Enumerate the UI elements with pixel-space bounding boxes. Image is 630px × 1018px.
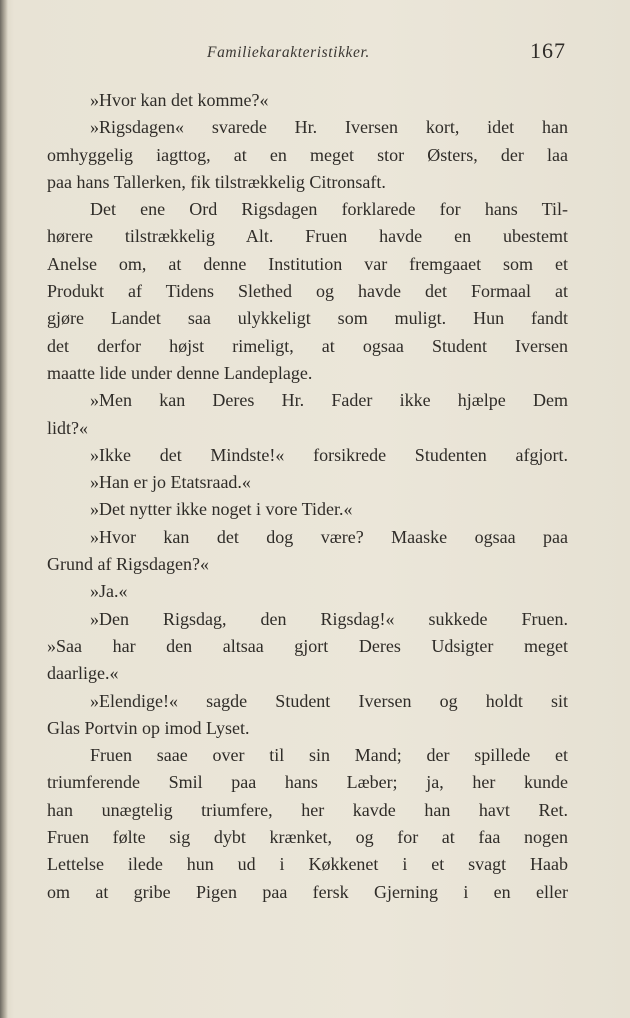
text-line: »Rigsdagen« svarede Hr. Iversen kort, idet han	[90, 117, 568, 138]
text-line: »Men kan Deres Hr. Fader ikke hjælpe Dem	[90, 390, 568, 411]
body-text	[47, 87, 568, 906]
text-line: Fruen saae over til sin Mand; der spillede et	[90, 745, 568, 766]
text-line: Glas Portvin op imod Lyset.	[47, 717, 250, 738]
text-line: »Den Rigsdag, den Rigsdag!« sukkede Fruen.	[90, 608, 568, 629]
text-line: »Ikke det Mindste!« forsikrede Studenten afgjort.	[90, 444, 568, 465]
running-title: Familiekarakteristikker.	[207, 44, 370, 61]
text-line: gjøre Landet saa ulykkeligt som muligt. Hun fandt	[47, 308, 568, 329]
text-line: det derfor højst rimeligt, at ogsaa Student Iversen	[47, 335, 568, 356]
text-line: Anelse om, at denne Institution var fremgaaet som et	[47, 253, 568, 274]
text-line: omhyggelig iagttog, at en meget stor Østers, der laa	[47, 144, 568, 165]
page-gutter-shadow	[0, 0, 8, 1018]
text-line: Fruen følte sig dybt krænket, og for at faa nogen	[47, 827, 568, 848]
text-line: daarlige.«	[47, 663, 119, 684]
text-line: maatte lide under denne Landeplage.	[47, 362, 313, 383]
page-number: 167	[530, 38, 566, 63]
text-line: »Hvor kan det komme?«	[90, 90, 269, 110]
text-line: paa hans Tallerken, fik tilstrækkelig Citronsaft.	[47, 171, 386, 192]
text-line: han unægtelig triumfere, her kavde han havt Ret.	[47, 799, 568, 820]
text-line: Det ene Ord Rigsdagen forklarede for hans Til-	[90, 199, 568, 220]
running-header	[0, 38, 630, 68]
text-line: triumferende Smil paa hans Læber; ja, her kunde	[47, 772, 568, 793]
text-line: »Ja.«	[90, 581, 128, 602]
text-line: lidt?«	[47, 417, 88, 438]
text-line: Produkt af Tidens Slethed og havde det Formaal at	[47, 281, 568, 302]
text-line: »Saa har den altsaa gjort Deres Udsigter meget	[47, 635, 568, 656]
text-line: »Han er jo Etatsraad.«	[90, 472, 251, 493]
text-line: »Det nytter ikke noget i vore Tider.«	[90, 499, 353, 520]
text-line: »Hvor kan det dog være? Maaske ogsaa paa	[90, 526, 568, 547]
text-line: hørere tilstrækkelig Alt. Fruen havde en ubestemt	[47, 226, 568, 247]
text-line: Lettelse ilede hun ud i Køkkenet i et svagt Haab	[47, 854, 568, 875]
text-line: om at gribe Pigen paa fersk Gjerning i en eller	[47, 881, 568, 902]
text-line: »Elendige!« sagde Student Iversen og holdt sit	[90, 690, 568, 711]
text-line: Grund af Rigsdagen?«	[47, 554, 209, 575]
